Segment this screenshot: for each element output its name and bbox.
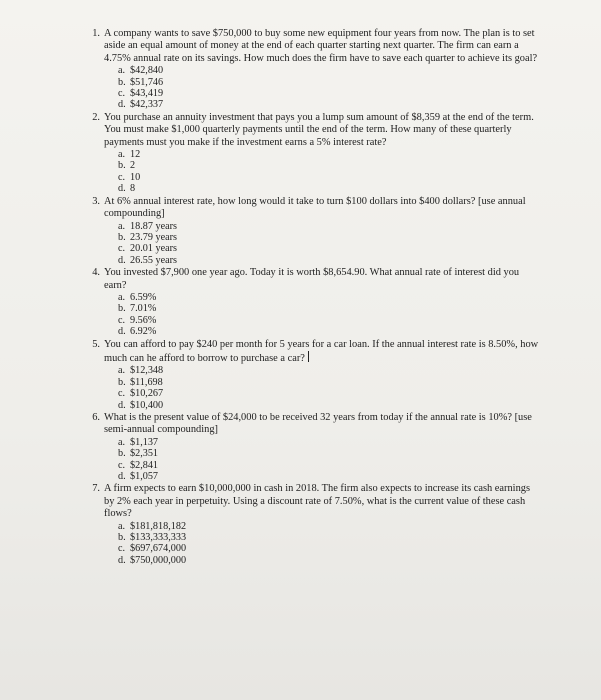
answer-choices	[70, 292, 540, 338]
answer-choice	[118, 315, 540, 326]
choice-text: 12	[130, 149, 141, 161]
choice-text: $43,419	[130, 88, 164, 100]
choice-letter: b.	[118, 231, 126, 243]
choice-text: $1,057	[130, 471, 159, 483]
answer-choice	[118, 326, 540, 337]
choice-text: 6.59%	[130, 291, 157, 303]
choice-letter: a.	[118, 436, 126, 448]
choice-text: $697,674,000	[130, 543, 187, 555]
choice-letter: b.	[118, 303, 126, 315]
answer-choice	[118, 555, 540, 566]
choice-letter: d.	[118, 326, 126, 338]
choice-text: 9.56%	[130, 314, 157, 326]
question-number: 1.	[92, 28, 100, 39]
choice-text: $2,841	[130, 459, 159, 471]
choice-text: 26.55 years	[130, 254, 177, 266]
choice-text: $42,337	[130, 99, 164, 111]
question-number: 3.	[92, 195, 100, 207]
question-7	[70, 483, 540, 566]
answer-choice	[118, 77, 540, 88]
question-text: You purchase an annuity investment that pays you a lump sum amount of $8,359 at the end of the term. You must make $1,000 quarterly payments until the end of the term. How many of these quarterly payments must you make if the investment earns a 5% interest rate?	[104, 111, 534, 148]
answer-choice	[118, 160, 540, 171]
question-text: You invested $7,900 one year ago. Today it is worth $8,654.90. What annual rate of interest did you earn?	[104, 267, 520, 291]
answer-choices	[70, 365, 540, 411]
choice-text: $10,267	[130, 388, 164, 400]
answer-choice	[118, 377, 540, 388]
question-text: A firm expects to earn $10,000,000 in cash in 2018. The firm also expects to increase its cash earnings by 2% each year in perpetuity. Using a discount rate of 7.50%, what is the current value of these cash flows?	[104, 483, 531, 520]
answer-choices	[70, 221, 540, 267]
answer-choice	[118, 521, 540, 532]
question-3	[70, 196, 540, 266]
choice-text: 10	[130, 171, 141, 183]
answer-choice	[118, 99, 540, 110]
answer-choices	[70, 437, 540, 483]
choice-letter: d.	[118, 554, 126, 566]
question-number: 4.	[92, 267, 100, 279]
choice-letter: a.	[118, 365, 126, 377]
choice-letter: a.	[118, 291, 126, 303]
choice-text: 6.92%	[130, 326, 157, 338]
choice-letter: d.	[118, 471, 126, 483]
answer-choices	[70, 149, 540, 195]
answer-choice	[118, 532, 540, 543]
choice-text: $181,818,182	[130, 520, 187, 532]
choice-letter: d.	[118, 254, 126, 266]
choice-text: $1,137	[130, 436, 159, 448]
question-text: A company wants to save $750,000 to buy some new equipment four years from now. The plan is to set aside an equal amount of money at the end of each quarter starting next quarter. The firm can earn a 4.75% annual rate on its savings. How much does the firm have to save each quarter to achieve its goal?	[104, 28, 538, 64]
choice-letter: a.	[118, 65, 126, 77]
answer-choice	[118, 183, 540, 194]
choice-text: 20.01 years	[130, 243, 177, 255]
answer-choice	[118, 388, 540, 399]
question-1	[70, 28, 540, 111]
answer-choice	[118, 471, 540, 482]
answer-choice	[118, 221, 540, 232]
text-cursor	[308, 351, 309, 362]
question-5	[70, 339, 540, 411]
choice-letter: b.	[118, 532, 126, 544]
choice-text: 23.79 years	[130, 231, 177, 243]
answer-choice	[118, 292, 540, 303]
question-number: 6.	[92, 412, 100, 423]
choice-letter: b.	[118, 376, 126, 388]
question-list	[70, 28, 540, 567]
choice-letter: a.	[118, 149, 126, 161]
choice-text: $10,400	[130, 399, 164, 411]
question-text: At 6% annual interest rate, how long would it take to turn $100 dollars into $400 dollars? [use annual compounding]	[104, 195, 526, 220]
answer-choice	[118, 303, 540, 314]
answer-choices	[70, 65, 540, 111]
answer-choice	[118, 543, 540, 554]
question-4	[70, 267, 540, 337]
choice-letter: b.	[118, 448, 126, 460]
answer-choice	[118, 65, 540, 76]
choice-letter: b.	[118, 76, 126, 88]
choice-letter: a.	[118, 520, 126, 532]
answer-choice	[118, 365, 540, 376]
question-2	[70, 112, 540, 195]
answer-choice	[118, 172, 540, 183]
question-text: What is the present value of $24,000 to be received 32 years from today if the annual rate is 10%? [use semi-annual compounding]	[104, 412, 532, 436]
question-number: 2.	[92, 111, 100, 123]
answer-choice	[118, 232, 540, 243]
answer-choice	[118, 149, 540, 160]
choice-text: $12,348	[130, 365, 164, 377]
choice-letter: c.	[118, 314, 126, 326]
question-text: You can afford to pay $240 per month for 5 years for a car loan. If the annual interest rate is 8.50%, how much can he afford to borrow to purchase a car?	[104, 338, 539, 364]
choice-letter: b.	[118, 160, 126, 172]
choice-letter: c.	[118, 88, 126, 100]
answer-choice	[118, 243, 540, 254]
choice-letter: c.	[118, 388, 126, 400]
choice-text: 8	[130, 183, 136, 195]
choice-letter: a.	[118, 220, 126, 232]
choice-text: $750,000,000	[130, 554, 187, 566]
question-number: 5.	[92, 338, 100, 350]
answer-choice	[118, 255, 540, 266]
choice-text: $2,351	[130, 448, 159, 460]
choice-letter: c.	[118, 543, 126, 555]
answer-choice	[118, 448, 540, 459]
question-number: 7.	[92, 483, 100, 495]
choice-letter: c.	[118, 459, 126, 471]
answer-choice	[118, 437, 540, 448]
choice-letter: c.	[118, 171, 126, 183]
choice-letter: d.	[118, 99, 126, 111]
answer-choice	[118, 88, 540, 99]
choice-text: 7.01%	[130, 303, 157, 315]
question-6	[70, 412, 540, 482]
answer-choice	[118, 400, 540, 411]
choice-text: $42,840	[130, 65, 164, 77]
choice-text: $133,333,333	[130, 532, 187, 544]
answer-choices	[70, 521, 540, 567]
choice-letter: d.	[118, 399, 126, 411]
choice-text: 18.87 years	[130, 220, 177, 232]
choice-letter: c.	[118, 243, 126, 255]
answer-choice	[118, 460, 540, 471]
choice-letter: d.	[118, 183, 126, 195]
choice-text: $11,698	[130, 376, 163, 388]
choice-text: 2	[130, 160, 136, 172]
choice-text: $51,746	[130, 76, 164, 88]
